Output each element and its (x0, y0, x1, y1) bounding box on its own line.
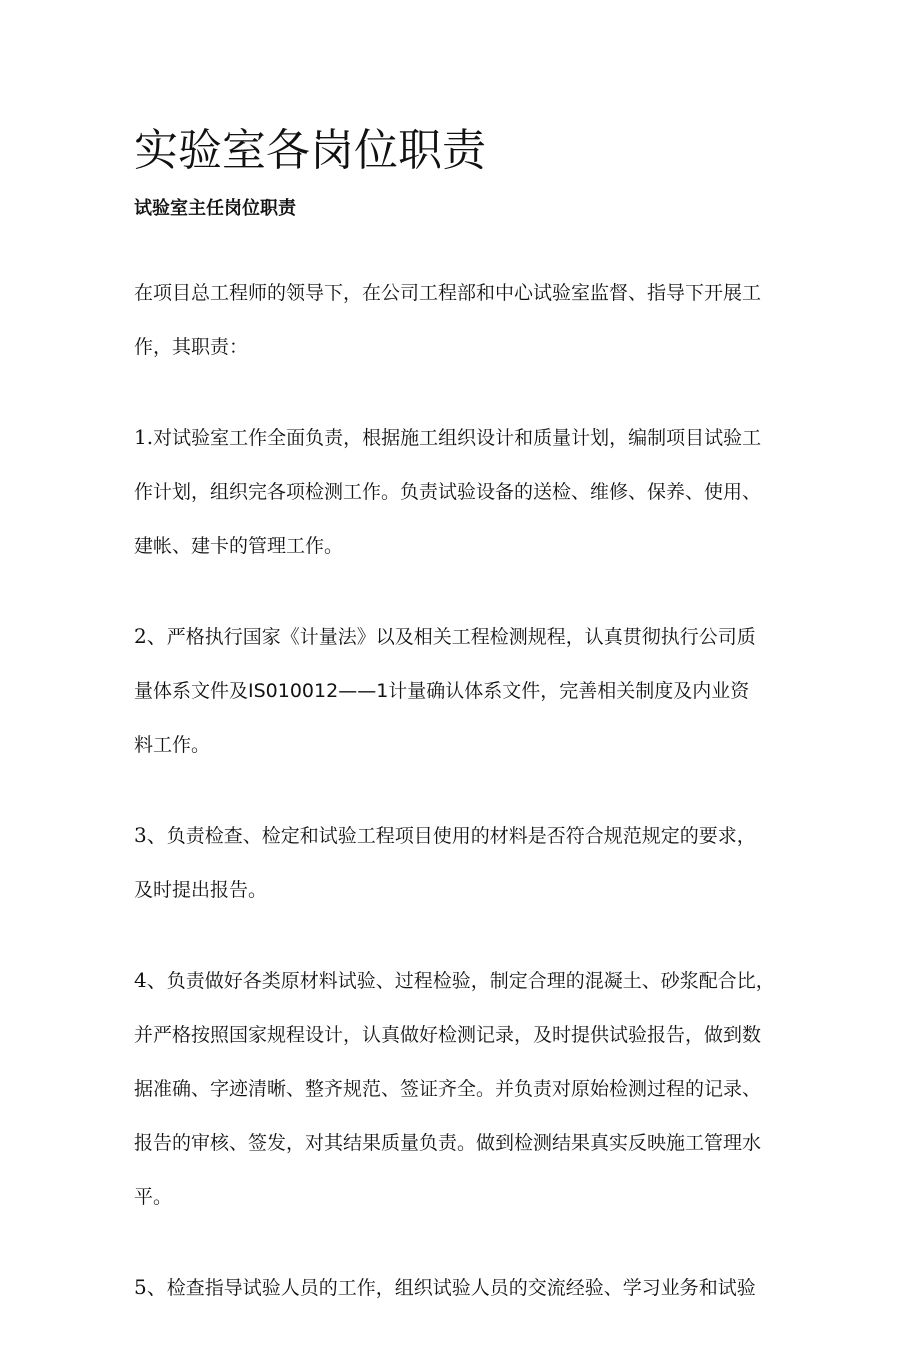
duty-number: 1. (134, 425, 154, 449)
duty-line: 据准确、字迹清晰、整齐规范、签证齐全。并负责对原始检测过程的记录、 (134, 1078, 762, 1100)
duty-line: 作计划，组织完各项检测工作。负责试验设备的送检、维修、保养、使用、 (134, 481, 762, 503)
intro-line: 在项目总工程师的领导下，在公司工程部和中心试验室监督、指导下开展工 (134, 282, 762, 304)
duty-number: 3、 (134, 823, 167, 847)
intro-paragraph (134, 266, 806, 374)
document-title: 实验室各岗位职责 (134, 125, 486, 176)
duty-line: 5、检查指导试验人员的工作，组织试验人员的交流经验、学习业务和试验 (134, 1275, 756, 1299)
duty-line: 平。 (134, 1186, 173, 1208)
duty-line: 建帐、建卡的管理工作。 (134, 535, 344, 557)
document-page (134, 118, 806, 1351)
duty-line: 料工作。 (134, 734, 211, 756)
duty-line: 及时提出报告。 (134, 879, 268, 901)
intro-line: 作，其职责： (134, 336, 249, 358)
duty-number: 5、 (134, 1275, 167, 1299)
duty-item-1 (134, 410, 806, 573)
duty-number: 4、 (134, 968, 167, 992)
duty-item-2 (134, 609, 806, 772)
duty-line: 4、负责做好各类原材料试验、过程检验，制定合理的混凝土、砂浆配合比， (134, 968, 775, 992)
duty-line: 报告的审核、签发，对其结果质量负责。做到检测结果真实反映施工管理水 (134, 1132, 762, 1154)
duty-number: 2、 (134, 624, 167, 648)
duty-item-4 (134, 953, 806, 1224)
section-heading: 试验室主任岗位职责 (134, 198, 296, 219)
duty-line: 2、严格执行国家《计量法》以及相关工程检测规程，认真贯彻执行公司质 (134, 624, 756, 648)
duty-item-5 (134, 1260, 806, 1315)
duty-line: 3、负责检查、检定和试验工程项目使用的材料是否符合规范规定的要求， (134, 823, 756, 847)
duty-line: 1.对试验室工作全面负责，根据施工组织设计和质量计划，编制项目试验工 (134, 425, 762, 449)
duty-line: 量体系文件及IS010012——1计量确认体系文件，完善相关制度及内业资 (134, 680, 750, 702)
duty-item-3 (134, 808, 806, 917)
duty-line: 并严格按照国家规程设计，认真做好检测记录，及时提供试验报告，做到数 (134, 1024, 762, 1046)
